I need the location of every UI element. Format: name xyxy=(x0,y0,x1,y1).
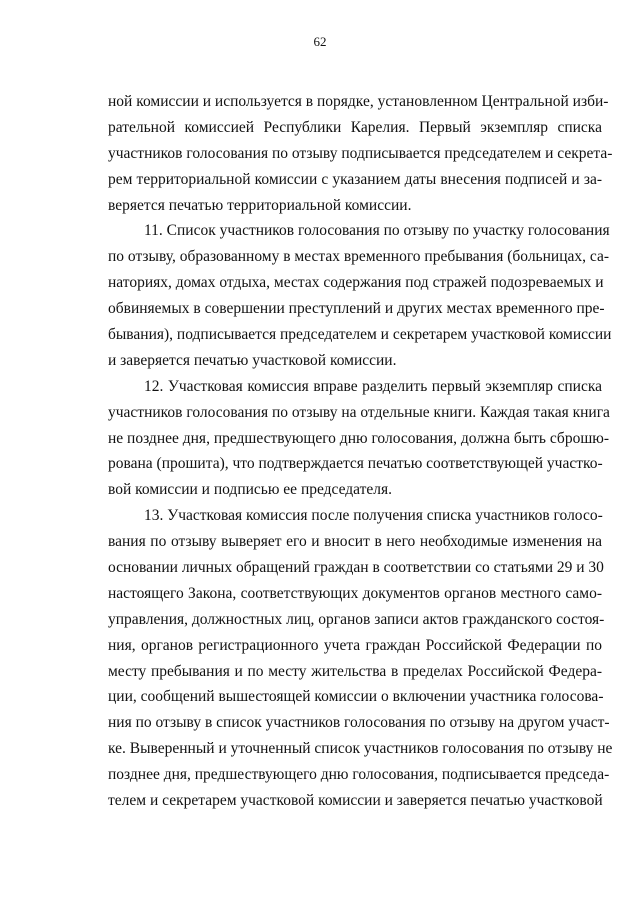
text-line: участников голосования по отзыву на отдельные книги. Каждая такая книга xyxy=(108,403,610,421)
text-line: позднее дня, предшествующего дню голосования, подписывается председа- xyxy=(108,766,610,784)
text-line: участников голосования по отзыву подписывается председателем и секрета- xyxy=(108,144,613,162)
text-line: вой комиссии и подписью ее председателя. xyxy=(108,481,393,499)
text-line: вания по отзыву выверяет его и вносит в него необходимые изменения на xyxy=(108,533,602,551)
text-line: рем территориальной комиссии с указанием даты внесения подписей и за- xyxy=(108,170,602,188)
text-line: рована (прошита), что подтверждается печатью соответствующей участко- xyxy=(108,455,603,473)
text-line: ния по отзыву в список участников голосования по отзыву на другом участ- xyxy=(108,714,610,732)
text-line: управления, должностных лиц, органов записи актов гражданского состоя- xyxy=(108,610,605,628)
text-line: 12. Участковая комиссия вправе разделить первый экземпляр списка xyxy=(144,377,602,395)
text-line: настоящего Закона, соответствующих документов органов местного само- xyxy=(108,584,602,602)
text-line: бывания), подписывается председателем и секретарем участковой комиссии xyxy=(108,326,612,344)
text-line: по отзыву, образованному в местах временного пребывания (больницах, са- xyxy=(108,248,609,266)
text-line: рательной комиссией Республики Карелия. Первый экземпляр списка xyxy=(108,118,602,136)
text-line: и заверяется печатью участковой комиссии. xyxy=(108,351,397,369)
text-line: наториях, домах отдыха, местах содержания под стражей подозреваемых и xyxy=(108,274,604,292)
text-line: не позднее дня, предшествующего дню голосования, должна быть сброшю- xyxy=(108,429,609,447)
text-line: ной комиссии и используется в порядке, установленном Центральной изби- xyxy=(108,93,609,110)
text-line: обвиняемых в совершении преступлений и других местах временного пре- xyxy=(108,300,605,318)
text-line: ния, органов регистрационного учета граждан Российской Федерации по xyxy=(108,636,602,654)
text-line: месту пребывания и по месту жительства в пределах Российской Федера- xyxy=(108,662,602,680)
page-number: 62 xyxy=(313,34,327,49)
text-line: основании личных обращений граждан в соответствии со статьями 29 и 30 xyxy=(108,559,604,577)
text-line: 13. Участковая комиссия после получения списка участников голосо- xyxy=(144,507,603,525)
text-line: веряется печатью территориальной комиссии. xyxy=(108,196,412,214)
document-body xyxy=(108,89,613,814)
text-line: телем и секретарем участковой комиссии и заверяется печатью участковой xyxy=(108,792,603,810)
text-line: ции, сообщений вышестоящей комиссии о включении участника голосова- xyxy=(108,688,604,706)
text-line: ке. Выверенный и уточненный список участников голосования по отзыву не xyxy=(108,740,613,758)
text-line: 11. Список участников голосования по отзыву по участку голосования xyxy=(144,222,610,240)
